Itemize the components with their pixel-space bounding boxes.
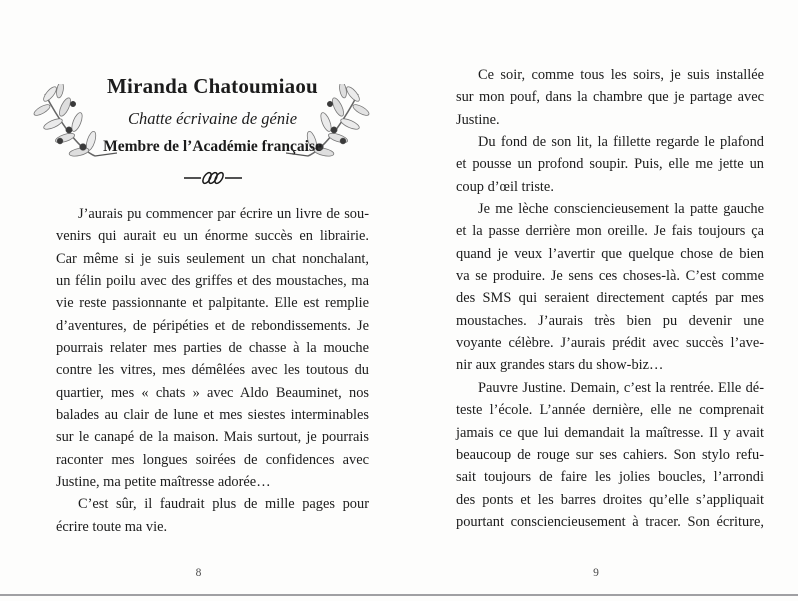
text-line: Je me lèche consciencieusement la patte gauche <box>478 201 764 218</box>
text-line: Pauvre Justine. Demain, c’est la rentrée. Elle dé- <box>478 379 764 396</box>
text-line: J’aurais pu commencer par écrire un livre de sou- <box>78 206 369 222</box>
text-line: voyante célèbre. J’aurais prédit avec succès l’ave- <box>456 335 764 352</box>
text-line: des SMS qui seraient directement captés par mes <box>456 290 764 307</box>
text-line: Car même si je suis seulement un chat nonchalant, <box>56 250 369 267</box>
text-line: contre les vitres, mes démêlées avec les toutous du <box>56 362 369 379</box>
text-line: Justine. <box>456 111 500 128</box>
text-line: coup d’œil triste. <box>456 178 554 195</box>
right-page <box>456 0 764 601</box>
text-line: écrire toute ma vie. <box>56 518 168 535</box>
text-line: pourrais relater mes parties de chasse à la mouche <box>56 340 369 357</box>
text-line: et la passe derrière mon oreille. Je fais toujours ça <box>456 223 764 240</box>
text-line: beaucoup de rouge sur ses cahiers. Son stylo refu- <box>456 446 764 463</box>
text-line: Du fond de son lit, la fillette regarde le plafond <box>478 134 764 151</box>
bottom-rule <box>0 594 798 596</box>
text-line: pourtant consciencieusement à tracer. Son écriture, <box>456 513 764 530</box>
author-name: Miranda Chatoumiaou <box>107 74 318 98</box>
text-line: un félin poilu avec des griffes et des moustaches, ma <box>56 273 369 290</box>
text-line: raconter mes longues soirées de confidences avec <box>56 451 369 468</box>
text-line: balades au clair de lune et mes siestes interminables <box>56 407 369 424</box>
text-line: quartier, mes « chats » avec Aldo Beauminet, nos <box>56 384 369 401</box>
rope-divider <box>56 170 369 191</box>
author-role: Chatte écrivaine de génie <box>127 109 298 128</box>
rope-twist-divider-icon <box>184 170 242 186</box>
page-number-left: 8 <box>195 567 202 579</box>
text-line: C’est sûr, il faudrait plus de mille pages pour <box>78 496 369 513</box>
text-line: Justine, ma petite maîtresse adorée… <box>56 474 271 491</box>
right-page-text <box>456 64 764 533</box>
text-line: va se produire. Je sens ces choses-là. C’est comme <box>456 268 764 285</box>
text-line: sur mon pouf, dans la chambre que je partage avec <box>456 89 764 106</box>
text-line: nir aux grandes stars du show-biz… <box>456 357 664 374</box>
olive-branch-left-icon <box>33 84 117 178</box>
text-line: moustaches. J’aurais très bien pu devenir une <box>456 312 764 329</box>
text-line: des ponts et les barres droites qu’elle s’appliquait <box>456 491 764 508</box>
left-page-text <box>56 203 369 538</box>
text-line: et pousse un profond soupir. Puis, elle me jette un <box>456 156 764 173</box>
page-number-right: 9 <box>593 567 599 579</box>
text-line: sur le canapé de la maison. Mais surtout, je pourrais <box>56 429 369 446</box>
text-line: jamais ce que lui demandait la maîtresse. Il y avait <box>456 424 764 441</box>
left-page <box>56 0 369 601</box>
olive-branch-right-icon <box>286 84 370 178</box>
text-line: quand je veux l’avertir que quelque chose de bien <box>456 245 764 262</box>
text-line: venirs qui aurait eu un énorme succès en librairie. <box>56 228 369 245</box>
text-line: Ce soir, comme tous les soirs, je suis installée <box>478 67 764 83</box>
text-line: d’aventures, de péripéties et de rebondissements. Je <box>56 317 369 334</box>
author-affiliation: Membre de l’Académie française <box>103 138 322 155</box>
text-line: sait toujours de faire les jolies boucles, l’arrondi <box>456 469 764 486</box>
text-line: teste l’école. L’année dernière, elle ne comprenait <box>456 402 764 419</box>
text-line: vie reste passionnante et palpitante. Elle est remplie <box>56 295 369 312</box>
